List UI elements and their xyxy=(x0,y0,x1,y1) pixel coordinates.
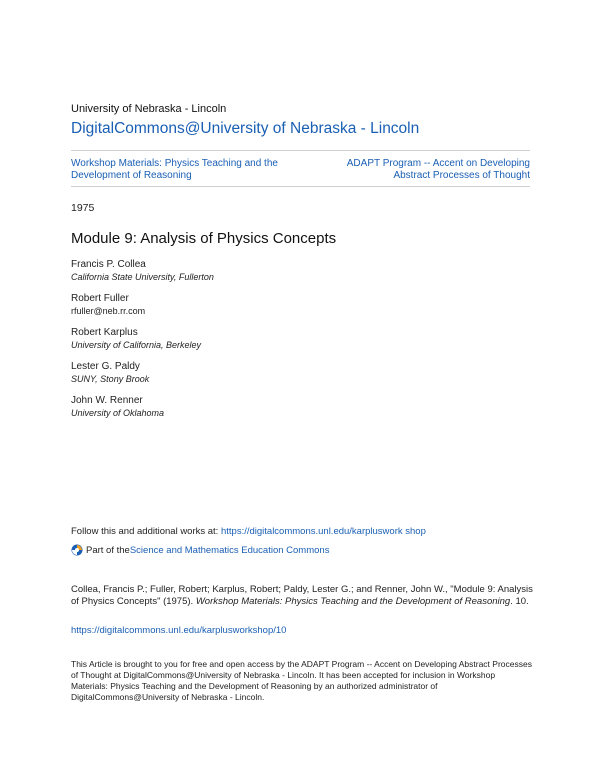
part-of-prefix: Part of the xyxy=(86,544,130,556)
author-entry xyxy=(71,327,491,351)
author-entry xyxy=(71,259,491,283)
access-notice: This Article is brought to you for free and open access by the ADAPT Program -- Accent on Developing Abstract Processes of Thought at DigitalCommons@University of Nebraska - Lincoln. It has been accepted for inclusion in Workshop Materials: Physics Teaching and the Development of Reasoning by an authorized administrator of DigitalCommons@University of Nebraska - Lincoln. xyxy=(71,659,532,702)
collection-link-adapt-program[interactable]: ADAPT Program -- Accent on Developing Abstract Processes of Thought xyxy=(346,158,530,181)
follow-line xyxy=(71,526,426,537)
bottom-divider xyxy=(71,186,530,187)
part-of-line xyxy=(71,544,329,556)
author-entry xyxy=(71,361,491,385)
document-title: Module 9: Analysis of Physics Concepts xyxy=(71,230,337,247)
author-name: John W. Renner xyxy=(71,395,143,406)
author-affiliation: University of California, Berkeley xyxy=(71,340,202,350)
commons-link[interactable]: Science and Mathematics Education Commons xyxy=(129,544,330,556)
author-name: Robert Karplus xyxy=(71,327,138,338)
author-entry xyxy=(71,395,491,419)
network-commons-icon xyxy=(71,544,83,556)
author-email: rfuller@neb.rr.com xyxy=(71,306,146,316)
author-name: Lester G. Paldy xyxy=(71,361,140,372)
citation-series: Workshop Materials: Physics Teaching and the Development of Reasoning xyxy=(195,596,511,607)
citation-url-link[interactable]: https://digitalcommons.unl.edu/karplusworkshop/10 xyxy=(71,625,287,636)
author-entry xyxy=(71,293,491,317)
institution-name: University of Nebraska - Lincoln xyxy=(71,103,227,115)
publication-year: 1975 xyxy=(71,202,95,214)
author-name: Robert Fuller xyxy=(71,293,129,304)
collection-link-workshop-materials[interactable]: Workshop Materials: Physics Teaching and the Development of Reasoning xyxy=(71,158,278,181)
author-list xyxy=(71,259,491,429)
top-divider xyxy=(71,150,530,151)
recommended-citation xyxy=(71,584,535,608)
author-affiliation: SUNY, Stony Brook xyxy=(71,374,150,384)
follow-url-link[interactable]: https://digitalcommons.unl.edu/karpluswork shop xyxy=(220,526,426,537)
author-affiliation: University of Oklahoma xyxy=(71,408,165,418)
repository-link[interactable]: DigitalCommons@University of Nebraska - Lincoln xyxy=(71,120,420,137)
author-affiliation: California State University, Fullerton xyxy=(71,272,214,282)
follow-prefix: Follow this and additional works at: xyxy=(71,526,221,537)
citation-suffix: . 10. xyxy=(510,596,529,607)
author-name: Francis P. Collea xyxy=(71,259,146,270)
citation-text: Collea, Francis P.; Fuller, Robert; Karplus, Robert; Paldy, Lester G.; and Renner, John W., "Module 9: Analysis of Physics Concepts" (1975). xyxy=(71,584,533,607)
